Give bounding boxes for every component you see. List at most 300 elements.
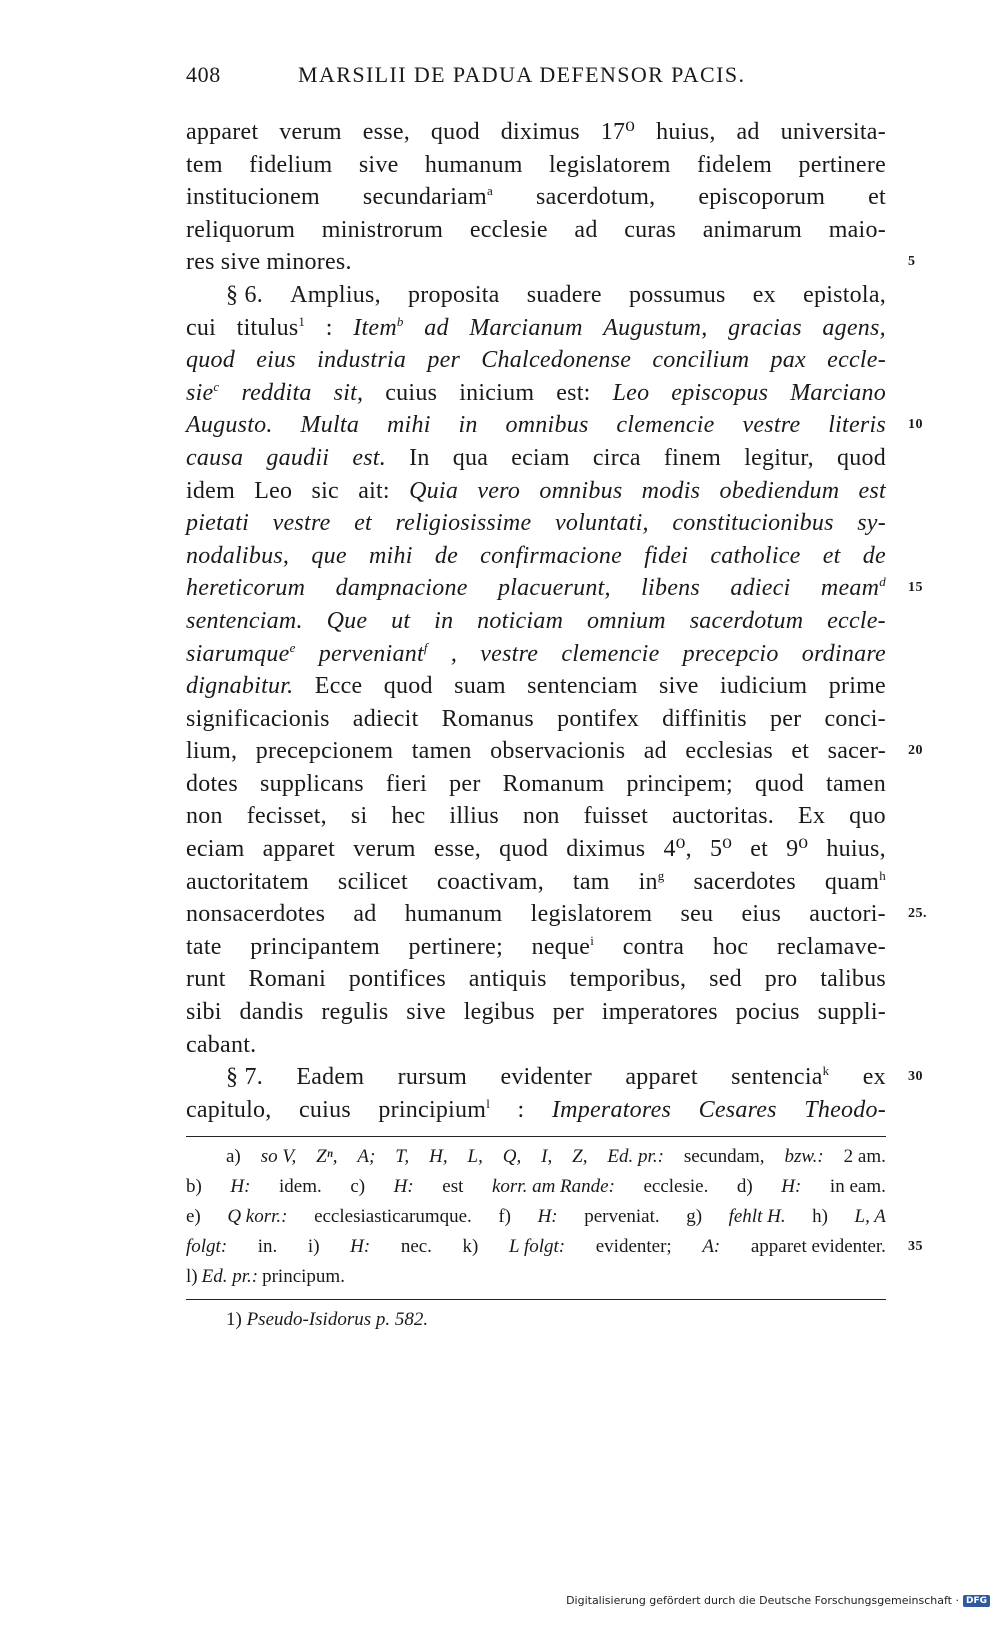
segment-text: ecclesie — [469, 216, 548, 243]
segment-text: est: — [556, 379, 591, 406]
text-segment — [319, 638, 428, 671]
text-segment — [553, 996, 584, 1029]
segment-text: minores. — [266, 249, 352, 276]
segment-text: sy- — [857, 510, 886, 537]
text-segment — [409, 442, 430, 475]
text-segment — [625, 1061, 697, 1094]
segment-text: Eadem — [296, 1064, 365, 1091]
text-segment — [391, 800, 425, 833]
segment-text: ad — [424, 314, 449, 341]
text-line — [186, 1094, 886, 1127]
text-segment — [279, 116, 342, 149]
text-segment — [844, 1142, 886, 1172]
segment-text: nodalibus, — [186, 542, 290, 569]
text-segment — [435, 540, 458, 573]
segment-text: de — [434, 542, 458, 569]
text-segment — [469, 312, 582, 345]
text-segment — [327, 605, 368, 638]
footnote-marker: d — [879, 574, 886, 590]
segment-text: eius — [256, 347, 296, 374]
text-segment — [849, 800, 886, 833]
segment-text: ecclesie. — [643, 1176, 709, 1197]
segment-text: ad — [736, 119, 760, 145]
text-segment — [659, 670, 699, 703]
text-segment — [459, 377, 534, 410]
segment-text: Cesares — [698, 1096, 777, 1123]
segment-text: evidenter; — [595, 1236, 672, 1257]
segment-text: illius — [449, 803, 499, 830]
segment-text: quod — [837, 444, 886, 471]
text-segment — [454, 670, 506, 703]
text-segment — [820, 963, 886, 996]
segment-text: H: — [781, 1176, 802, 1197]
text-segment — [684, 1142, 765, 1172]
segment-text: possumus — [628, 281, 726, 308]
text-segment — [186, 377, 219, 410]
segment-text: Chalcedonense — [481, 347, 632, 374]
segment-text: causa — [186, 444, 244, 471]
text-segment — [765, 963, 798, 996]
segment-text: H: — [393, 1176, 414, 1197]
segment-text: humanum — [404, 901, 503, 928]
segment-text: Zⁿ, — [316, 1146, 338, 1167]
text-segment — [336, 572, 468, 605]
text-segment — [427, 344, 460, 377]
margin-line-number: 15 — [908, 580, 923, 596]
segment-text: in. — [257, 1236, 278, 1257]
text-segment — [603, 312, 707, 345]
text-segment — [557, 703, 639, 736]
segment-text: imperatores — [601, 999, 718, 1026]
segment-text: § 7. — [226, 1064, 263, 1091]
text-segment — [710, 540, 800, 573]
segment-text: k) — [462, 1236, 479, 1257]
text-segment — [221, 246, 261, 279]
apparatus-line — [186, 1202, 886, 1232]
text-segment — [500, 1061, 592, 1094]
text-segment — [186, 800, 223, 833]
text-line — [186, 670, 886, 703]
text-segment — [186, 214, 295, 247]
text-segment — [186, 670, 293, 703]
text-line — [186, 442, 886, 475]
text-segment — [463, 1232, 479, 1262]
text-segment — [624, 214, 676, 247]
segment-text: quo — [849, 803, 886, 830]
segment-text: ex — [862, 1064, 886, 1091]
segment-text: non — [186, 803, 223, 830]
text-segment — [387, 409, 431, 442]
segment-text: pontifices — [348, 966, 446, 993]
text-segment — [354, 507, 372, 540]
segment-text: sacerdotum, — [536, 184, 656, 211]
segment-text: diffinitis — [662, 705, 747, 732]
text-segment — [784, 1142, 823, 1172]
text-segment — [498, 1202, 511, 1232]
main-text — [186, 116, 927, 1126]
segment-text: est. — [352, 444, 386, 471]
text-segment — [737, 1172, 753, 1202]
text-segment — [469, 963, 547, 996]
segment-text: H: — [350, 1236, 371, 1257]
text-segment — [458, 409, 477, 442]
text-segment — [690, 605, 804, 638]
text-segment — [703, 214, 802, 247]
text-segment — [505, 409, 588, 442]
segment-text: Quia — [409, 477, 459, 504]
segment-text: omnium — [587, 607, 666, 634]
segment-text: Romani — [248, 966, 326, 993]
text-segment — [395, 507, 531, 540]
text-segment — [857, 507, 886, 540]
segment-text: et — [791, 738, 810, 765]
text-segment — [434, 833, 481, 866]
text-segment — [672, 507, 833, 540]
segment-text: Romanus — [441, 705, 535, 732]
segment-text: et — [750, 836, 769, 863]
text-segment — [536, 181, 655, 214]
text-segment — [237, 312, 306, 345]
segment-text: d) — [736, 1176, 753, 1197]
text-segment — [186, 442, 243, 475]
text-segment — [538, 1202, 558, 1232]
segment-text: eccle- — [827, 347, 886, 374]
text-segment — [681, 898, 714, 931]
text-segment — [616, 409, 714, 442]
text-segment — [437, 866, 544, 899]
segment-text: esse, — [362, 119, 410, 145]
segment-text: vero — [477, 477, 521, 504]
text-segment — [186, 931, 222, 964]
text-line — [186, 246, 916, 279]
segment-text: humanum — [424, 151, 523, 178]
text-segment — [720, 670, 807, 703]
reference-note — [226, 1305, 428, 1335]
text-segment — [523, 800, 560, 833]
segment-text: hec — [391, 803, 426, 830]
segment-text: que — [311, 542, 347, 569]
text-segment — [827, 605, 886, 638]
text-segment — [186, 344, 235, 377]
text-segment — [868, 181, 886, 214]
text-segment — [262, 1262, 345, 1292]
text-segment — [395, 1142, 409, 1172]
text-segment — [351, 800, 368, 833]
segment-text: in — [434, 607, 454, 634]
text-line — [186, 605, 886, 638]
segment-text: religiosissime — [395, 510, 532, 537]
segment-text: eius — [741, 901, 782, 928]
text-segment — [258, 1232, 278, 1262]
text-segment — [358, 475, 390, 508]
segment-text: reddita — [241, 379, 312, 406]
segment-text: H: — [537, 1206, 558, 1227]
text-segment — [449, 800, 499, 833]
text-segment — [736, 996, 800, 1029]
segment-text: est — [858, 477, 886, 504]
segment-text: proposita — [408, 281, 500, 308]
segment-text: bzw.: — [784, 1146, 824, 1167]
text-segment — [593, 442, 641, 475]
text-line — [186, 572, 923, 605]
margin-line-number: 35 — [908, 1239, 923, 1254]
text-segment — [186, 1262, 198, 1292]
segment-text: a) — [226, 1146, 241, 1167]
text-segment — [663, 833, 691, 866]
segment-text: eccle- — [827, 607, 886, 634]
text-segment — [226, 1061, 263, 1094]
text-line — [186, 768, 886, 801]
text-segment — [186, 116, 258, 149]
segment-text: eciam — [186, 836, 245, 863]
segment-text: si — [350, 803, 368, 830]
text-segment — [408, 279, 500, 312]
text-segment — [186, 1029, 256, 1062]
segment-text: pertinere — [798, 151, 886, 178]
text-segment — [378, 1094, 490, 1127]
text-segment — [334, 377, 364, 410]
segment-text: b) — [186, 1176, 202, 1197]
segment-text: precepcio — [682, 640, 779, 667]
text-segment — [656, 116, 716, 149]
segment-text: dampnacione — [335, 575, 468, 602]
segment-text: quod — [186, 347, 235, 374]
text-segment — [664, 442, 721, 475]
text-segment — [781, 116, 886, 149]
segment-text: suadere — [526, 281, 602, 308]
text-segment — [470, 214, 548, 247]
margin-line-number: 20 — [908, 743, 923, 759]
text-line — [186, 833, 886, 866]
text-segment — [826, 768, 886, 801]
text-line — [186, 377, 886, 410]
text-segment — [314, 1202, 472, 1232]
text-segment — [699, 1094, 777, 1127]
text-segment — [697, 149, 772, 182]
text-segment — [273, 507, 331, 540]
segment-text: Ecce — [314, 673, 363, 700]
text-segment — [266, 246, 351, 279]
text-segment — [359, 149, 399, 182]
text-segment — [596, 1232, 672, 1262]
text-segment — [602, 996, 718, 1029]
segment-text: in eam. — [829, 1176, 886, 1197]
segment-text: L, A — [854, 1206, 886, 1227]
segment-text: in — [638, 868, 658, 895]
segment-text: cui — [186, 314, 217, 341]
text-segment — [770, 703, 801, 736]
segment-text: seu — [680, 901, 714, 928]
text-segment — [464, 996, 535, 1029]
text-line — [186, 344, 886, 377]
text-segment — [398, 1061, 468, 1094]
text-segment — [771, 344, 806, 377]
segment-text: principum. — [262, 1266, 345, 1287]
segment-text: Marcianum — [469, 314, 583, 341]
text-segment — [279, 1172, 322, 1202]
text-segment — [468, 1142, 483, 1172]
segment-text: Q, — [502, 1146, 522, 1167]
segment-text: dignabitur. — [186, 673, 294, 700]
segment-text: g) — [686, 1206, 703, 1227]
segment-text: Item — [353, 314, 397, 341]
text-segment — [186, 703, 330, 736]
text-line — [186, 116, 886, 149]
text-segment — [241, 377, 311, 410]
segment-text: esse, — [433, 836, 482, 863]
text-segment — [239, 996, 303, 1029]
segment-text: sive — [406, 999, 446, 1026]
segment-text: ecclesiasticarumque. — [314, 1206, 472, 1227]
text-segment — [555, 507, 649, 540]
text-segment — [409, 475, 458, 508]
segment-text: 9⁰ — [786, 836, 809, 863]
text-segment — [350, 1172, 365, 1202]
segment-text: precepcionem — [255, 738, 394, 765]
segment-text: diximus — [500, 119, 580, 145]
text-segment — [186, 768, 238, 801]
footnote-marker: i — [590, 932, 595, 948]
text-segment — [186, 149, 223, 182]
text-segment — [429, 1142, 447, 1172]
segment-text: Q korr.: — [227, 1206, 288, 1227]
text-segment — [254, 475, 292, 508]
segment-text: cuius — [385, 379, 438, 406]
segment-text: pertinere; — [408, 933, 503, 960]
text-segment — [363, 181, 493, 214]
text-segment — [639, 866, 665, 899]
text-segment — [644, 735, 667, 768]
page-number: 408 — [186, 62, 221, 87]
text-segment — [742, 409, 800, 442]
text-segment — [826, 833, 886, 866]
segment-text: apparet — [262, 836, 336, 863]
segment-text: universita- — [780, 119, 886, 145]
margin-line-number: 5 — [908, 254, 916, 270]
segment-text: sacerdotes — [693, 868, 796, 895]
text-line — [186, 703, 886, 736]
digitization-credit — [566, 1594, 990, 1607]
text-segment — [386, 768, 427, 801]
text-segment — [837, 442, 886, 475]
segment-text: huius, — [656, 119, 716, 145]
text-segment — [186, 898, 325, 931]
footnote-marker: e — [289, 639, 296, 655]
segment-text: , — [450, 640, 458, 667]
apparatus-line — [186, 1172, 886, 1202]
text-segment — [859, 475, 886, 508]
segment-text: folgt: — [186, 1236, 228, 1257]
text-segment — [511, 442, 570, 475]
text-segment — [827, 344, 886, 377]
text-segment — [311, 540, 346, 573]
text-segment — [822, 312, 886, 345]
segment-text: circa — [592, 444, 641, 471]
segment-text: so V, — [260, 1146, 297, 1167]
text-segment — [518, 1094, 525, 1127]
segment-text: H: — [230, 1176, 251, 1197]
segment-text: scilicet — [337, 868, 408, 895]
segment-text: libens — [641, 575, 700, 602]
segment-text: meam — [820, 575, 880, 602]
footnote-marker: c — [213, 378, 220, 394]
text-segment — [490, 735, 625, 768]
segment-text: reliquorum — [186, 216, 296, 243]
segment-text: fidei — [644, 542, 689, 569]
footnote-marker: k — [822, 1063, 830, 1079]
segment-text: idem — [186, 477, 235, 504]
segment-text: sive — [220, 249, 261, 276]
segment-text: Augusto. — [186, 412, 273, 439]
segment-text: Ed. pr.: — [201, 1266, 259, 1287]
segment-text: observacionis — [490, 738, 626, 765]
text-segment — [587, 605, 666, 638]
segment-text: hoc — [712, 933, 749, 960]
segment-text: maio- — [828, 216, 886, 243]
segment-text: sacer- — [827, 738, 886, 765]
footnote-marker: f — [423, 639, 428, 655]
segment-text: mihi — [386, 412, 431, 439]
text-segment — [809, 898, 886, 931]
segment-text: obediendum — [719, 477, 840, 504]
text-segment — [301, 409, 360, 442]
segment-text: fidelem — [697, 151, 773, 178]
segment-text: principium — [378, 1096, 487, 1123]
text-segment — [812, 1202, 828, 1232]
segment-text: cuius — [299, 1096, 351, 1123]
text-segment — [247, 800, 327, 833]
segment-text: gracias — [728, 314, 802, 341]
text-segment — [186, 735, 237, 768]
text-segment — [642, 475, 701, 508]
text-segment — [829, 214, 886, 247]
text-segment — [863, 1061, 886, 1094]
segment-text: voluntati, — [554, 510, 649, 537]
segment-text: quod — [754, 770, 804, 797]
text-segment — [509, 1232, 565, 1262]
text-segment — [424, 312, 449, 345]
text-segment — [363, 116, 410, 149]
text-segment — [250, 931, 380, 964]
segment-text: animarum — [702, 216, 803, 243]
text-segment — [802, 638, 886, 671]
segment-text: clemencie — [561, 640, 660, 667]
segment-text: sive — [658, 673, 699, 700]
segment-text: res — [186, 249, 215, 276]
segment-text: legitur, — [744, 444, 814, 471]
segment-text: 17⁰ — [600, 119, 636, 145]
text-segment — [566, 833, 645, 866]
text-segment — [405, 898, 503, 931]
text-segment — [256, 344, 296, 377]
text-segment — [290, 279, 381, 312]
text-segment — [527, 279, 602, 312]
text-line — [186, 1029, 886, 1062]
text-segment — [186, 833, 245, 866]
text-segment — [322, 214, 443, 247]
text-line — [186, 800, 886, 833]
segment-text: in — [458, 412, 478, 439]
text-segment — [791, 735, 809, 768]
segment-text: principantem — [250, 933, 380, 960]
text-segment — [266, 442, 329, 475]
segment-text: placuerunt, — [498, 575, 611, 602]
segment-text: perveniat. — [584, 1206, 660, 1227]
segment-text: fieri — [385, 770, 428, 797]
segment-text: reclamave- — [776, 933, 886, 960]
segment-text: titulus — [236, 314, 299, 341]
segment-text: nec. — [400, 1236, 432, 1257]
